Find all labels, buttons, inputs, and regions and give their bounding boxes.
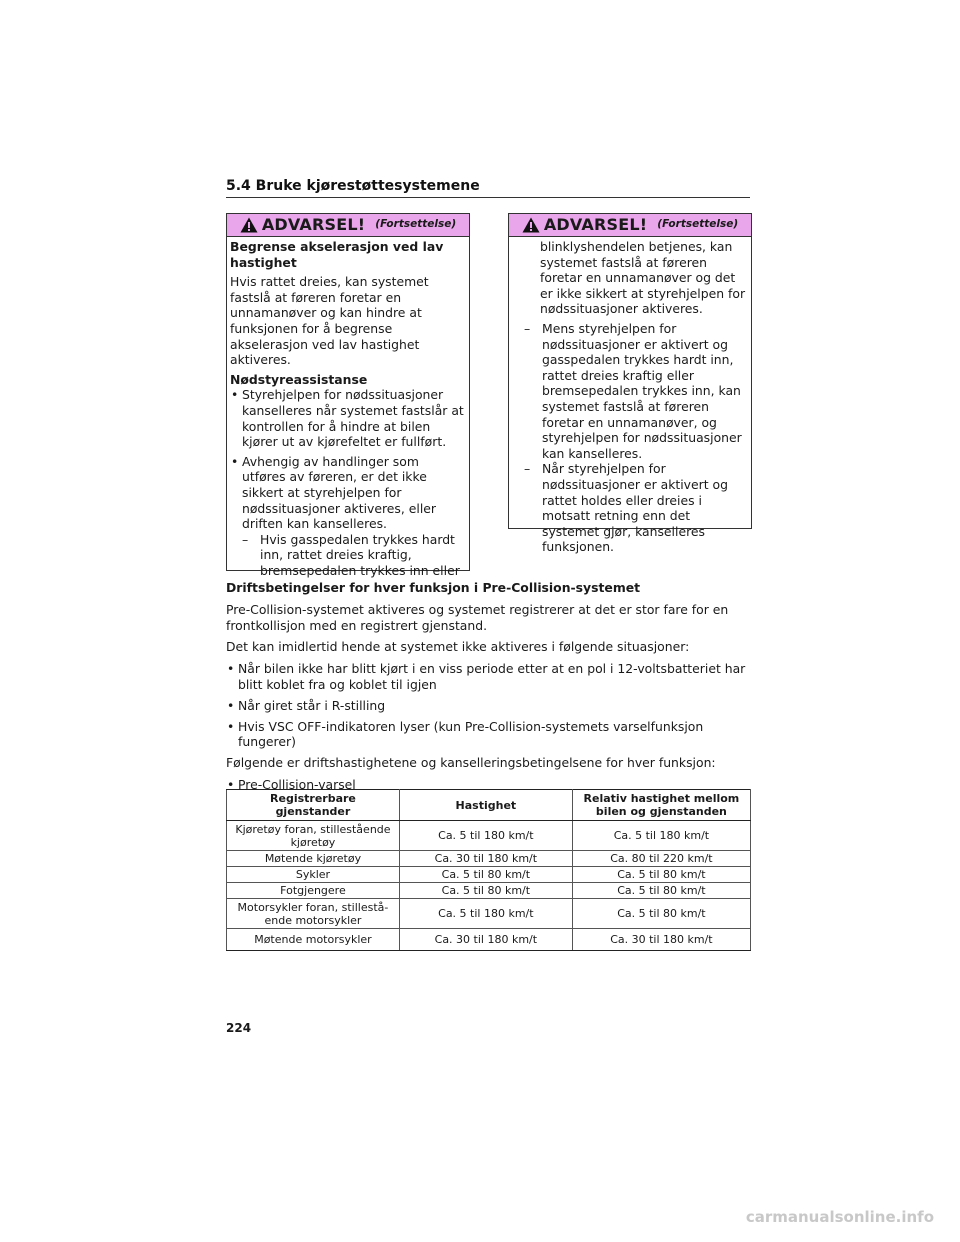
- warning-box-right: [508, 213, 752, 555]
- warning-dash-text: Mens styrehjelpen for nødssituasjoner er aktivert og gasspedalen trykkes hardt inn, rattet dreies kraftig eller bremsepedalen trykkes inn, kan systemet fastslå at føreren foretar en unnamanøver, og styrehjelpen for nødssituasjoner kan kanselleres.: [542, 320, 742, 461]
- table-cell: Ca. 5 til 80 km/t: [399, 867, 572, 883]
- table-cell: Fotgjengere: [227, 883, 400, 899]
- warning-heading: Begrense akselerasjon ved lav hastighet: [230, 239, 444, 270]
- warning-body: [509, 237, 751, 559]
- warning-triangle-icon: [522, 217, 540, 233]
- warning-heading: Nødstyreassistanse: [230, 371, 368, 387]
- main-paragraph: Følgende er driftshastighetene og kanselleringsbetingelsene for hver funksjon:: [226, 755, 716, 771]
- main-bullet: • Pre-Collision-varsel: [226, 777, 756, 793]
- operating-conditions-table: [226, 789, 751, 951]
- warning-dash-text: Når styrehjelpen for nødssituasjoner er aktivert og rattet holdes eller dreies i motsatt retning enn det systemet gjør, kanselleres funksjonen.: [542, 461, 728, 555]
- warning-dash-item: [524, 321, 747, 461]
- table-row: [227, 899, 751, 929]
- dash-mark: –: [524, 461, 531, 477]
- watermark: carmanualsonline.info: [745, 1208, 934, 1226]
- table-cell: Ca. 5 til 180 km/t: [399, 899, 572, 929]
- table-cell: Ca. 30 til 180 km/t: [399, 929, 572, 951]
- warning-box-left: [226, 213, 470, 578]
- table-cell: Sykler: [227, 867, 400, 883]
- table-cell: Ca. 30 til 180 km/t: [572, 929, 750, 951]
- column-header: Hastighet: [399, 790, 572, 821]
- warning-continued: (Fortsettelse): [657, 218, 739, 231]
- warning-body: [227, 237, 469, 582]
- page-number: 224: [226, 1021, 252, 1035]
- table-cell: Møtende kjøretøy: [227, 851, 400, 867]
- table-cell: Ca. 5 til 80 km/t: [399, 883, 572, 899]
- table-row: [227, 867, 751, 883]
- table-row: [227, 929, 751, 951]
- table-cell: Motorsykler foran, stillestå-ende motorsykler: [227, 899, 400, 929]
- column-header: Registrerbare gjenstander: [227, 790, 400, 821]
- warning-header: [227, 214, 469, 237]
- main-paragraph: Det kan imidlertid hende at systemet ikke aktiveres i følgende situasjoner:: [226, 639, 690, 655]
- warning-bullet: • Avhengig av handlinger som utføres av føreren, er det ikke sikkert at styrehjelpen for nødssituasjoner aktiveres, eller driften kan kanselleres.: [230, 454, 465, 532]
- main-bullet: • Når bilen ikke har blitt kjørt i en viss periode etter at en pol i 12-voltsbatteriet har blitt koblet fra og koblet til igjen: [226, 661, 756, 693]
- main-paragraph: Pre-Collision-systemet aktiveres og systemet registrerer at det er stor fare for en frontkollisjon med en registrert gjenstand.: [226, 601, 729, 633]
- section-header: 5.4 Bruke kjørestøttesystemene: [226, 178, 750, 198]
- warning-dash-item: [242, 532, 465, 579]
- table-cell: Ca. 80 til 220 km/t: [572, 851, 750, 867]
- table-row: [227, 851, 751, 867]
- main-heading: Driftsbetingelser for hver funksjon i Pre-Collision-systemet: [226, 580, 641, 595]
- warning-continued: (Fortsettelse): [375, 218, 457, 231]
- warning-title: ADVARSEL!: [261, 215, 366, 235]
- table-cell: Kjøretøy foran, stillestående kjøretøy: [227, 821, 400, 851]
- table-cell: Ca. 5 til 180 km/t: [399, 821, 572, 851]
- table-cell: Møtende motorsykler: [227, 929, 400, 951]
- table-header-row: [227, 790, 751, 821]
- warning-continued-text: blinklyshendelen betjenes, kan systemet fastslå at føreren foretar en unnamanøver og det er ikke sikkert at styrehjelpen for nødssituasjoner aktiveres.: [540, 239, 746, 317]
- dash-mark: –: [242, 531, 249, 547]
- warning-paragraph: Hvis rattet dreies, kan systemet fastslå at føreren foretar en unnamanøver og kan hindre at funksjonen for å begrense akselerasjon ved lav hastighet aktiveres.: [230, 274, 429, 368]
- dash-mark: –: [524, 320, 531, 336]
- main-bullet: • Når giret står i R-stilling: [226, 698, 756, 714]
- warning-triangle-icon: [240, 217, 258, 233]
- table-cell: Ca. 30 til 180 km/t: [399, 851, 572, 867]
- table-row: [227, 821, 751, 851]
- warning-header: [509, 214, 751, 237]
- warning-bullet: • Styrehjelpen for nødssituasjoner kanselleres når systemet fastslår at kontrollen for å hindre at bilen kjører ut av kjørefeltet er fullført.: [230, 387, 465, 449]
- main-content: [226, 580, 756, 798]
- table-cell: Ca. 5 til 80 km/t: [572, 883, 750, 899]
- warning-title: ADVARSEL!: [543, 215, 648, 235]
- warning-dash-item: [524, 461, 747, 555]
- column-header: Relativ hastighet mellom bilen og gjenstanden: [572, 790, 750, 821]
- main-bullet: • Hvis VSC OFF-indikatoren lyser (kun Pre-Collision-systemets varselfunksjon fungerer): [226, 719, 756, 751]
- table-row: [227, 883, 751, 899]
- warning-dash-text: Hvis gasspedalen trykkes hardt inn, rattet dreies kraftig, bremsepedalen trykkes inn eller: [260, 531, 460, 578]
- table-cell: Ca. 5 til 180 km/t: [572, 821, 750, 851]
- table-cell: Ca. 5 til 80 km/t: [572, 867, 750, 883]
- table-cell: Ca. 5 til 80 km/t: [572, 899, 750, 929]
